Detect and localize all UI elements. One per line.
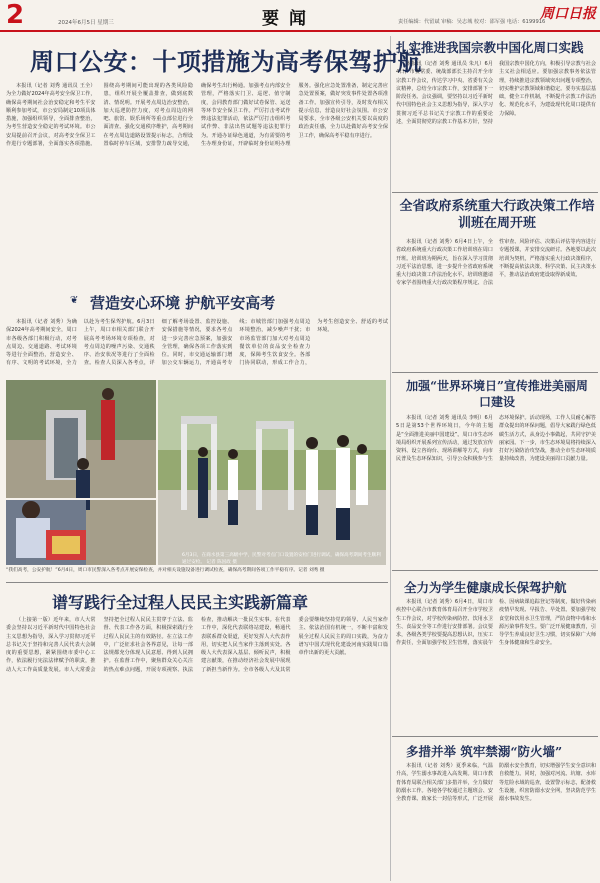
section-divider <box>392 372 598 373</box>
article-environment-body <box>396 414 596 566</box>
headline-drowning: 多措并举 筑牢禁溺“防火墙” <box>406 744 563 759</box>
article-paragraph: 本报讯（记者 刘秀 通讯员 王全）为全力做好2024年高考安全保卫工作，确保高考期间社会治安稳定和考生平安顺利参加考试，市公安局制定10项具体措施，加强组织领导，全面排查整治，为考生营造安全稳定的考试环境。市公安局提前召开会议，对高考安全保卫工作进行专题部署，全面落实各项措施。围绕高考期间可能出现的各类风险隐患，组织开展全覆盖排查，做到底数清、情况明。开展考点周边治安整治，加大巡逻防控力度，对考点周边的网吧、旅馆、娱乐场所等重点部位进行全面清查。强化交通秩序维护，高考期间在考点周边道路设置提示标志，合理设置临时停车区域，安排警力疏导交通，确保考生出行畅通。加强考点内部安全管理，严格落实门卫、巡逻、值守制度，会同教育部门做好试卷保管、运送等环节安全保卫工作。严厉打击考试作弊违法犯罪活动，依法严厉打击组织考试作弊、非法出售试题等违法犯罪行为。开通办证绿色通道，为有需要的考生办理身份证，开辟临时身份证明办理服务。强化应急处置准备，制定完善应急处置预案，做好突发事件处置各项准备工作。加强宣传引导，及时发布相关提示信息，营造良好社会氛围。市公安局要求，全市各级公安机关要以高度的政治责任感，全力以赴做好高考安全保卫工作，确保高考平稳有序进行。 <box>6 83 388 148</box>
article-paragraph: （上接第一版）近年来，市人大常委会坚持以习近平新时代中国特色社会主义思想为指导，深入学习贯彻习近平总书记关于坚持和完善人民代表大会制度的重要思想，紧紧围绕市委中心工作，依法履行宪法法律赋予的职责，推动人大工作高质量发展。市人大常委会坚持把全过程人民民主贯穿于立法、监督、代表工作各方面，积极探索践行全过程人民民主的有效路径。在立法工作中，广泛征求社会各界意见，让每一部法规都充分体现人民意愿、得到人民拥护。在监督工作中，聚焦群众关心关注的热点难点问题，开展专项视察、执法检查，推动解决一批民生实事。在代表工作中，深化代表联络站建设，畅通代表联系群众渠道，更好发挥人大代表作用，切实把人民当家作主落到实处。各级人大代表深入基层、倾听民声，积极建言献策，在推动经济社会发展中展现了新担当新作为。全市各级人大及其常委会要继续坚持党的领导、人民当家作主、依法治国有机统一，不断丰富和发展全过程人民民主的周口实践，为奋力谱写中国式现代化建设河南实践周口篇章作出新的更大贡献。 <box>6 617 388 673</box>
issue-date: 2024年6月5日 星期三 <box>58 20 114 26</box>
page-number: 2 <box>6 0 25 30</box>
headline-health: 全力为学生健康成长保驾护航 <box>404 580 567 595</box>
column-divider <box>390 36 391 881</box>
photo-illustration <box>6 380 386 565</box>
article-paragraph: 本报讯（记者 刘秀）夏季来临，气温升高，学生溺水事故进入高发期。周口市教育体育局联合相关部门多措并举，全力做好防溺水工作。各地各学校通过主题班会、安全教育课、致家长一封信等形式，广泛开展防溺水安全教育，切实增强学生安全意识和自救能力。同时，加强对河流、坑塘、水库等危险水域的巡查，设置警示标志，配备救生设施，织密防溺水安全网，坚决防范学生溺水事故发生。 <box>396 763 596 803</box>
article-safety-body <box>6 318 388 376</box>
article-paragraph: 本报讯（记者 刘秀 通讯员 李明）6月5日是第53个世界环境日，今年的主题是“全面推进美丽中国建设”。周口市生态环境局组织开展系列宣传活动，通过发放宣传资料、设立咨询台、现场讲解等方式，向市民普及生态环保知识，引导公众积极参与生态环境保护。活动现场，工作人员耐心解答群众提出的环保问题，倡导大家践行绿色低碳生活方式，从身边小事做起，共同守护美丽家园。下一步，市生态环境局将持续深入打好污染防治攻坚战，推动全市生态环境质量持续改善，为建设美丽周口贡献力量。 <box>396 415 596 463</box>
headline-modernization: 扎实推进我国宗教中国化周口实践 <box>396 40 584 55</box>
article-paragraph: 本报讯（记者 刘秀 通讯员 朱凡）6月4日，市委常委、统战部部长主持召开全市宗教工作会议，传达学习中央、省委有关会议精神，总结全市宗教工作，安排部署下一阶段任务。会议强调，要坚持以习近平新时代中国特色社会主义思想为指导，深入学习贯彻习近平总书记关于宗教工作的重要论述，全面贯彻党的宗教工作基本方针，坚持我国宗教中国化方向，积极引导宗教与社会主义社会相适应。要加强宗教事务依法管理，持续推进宗教领域突出问题专项整治，切实维护宗教领域和谐稳定。要夯实基层基础，健全工作机制，不断提升宗教工作法治化、规范化水平，为建设现代化周口提供有力保障。 <box>396 61 596 126</box>
section-divider <box>392 192 598 193</box>
headline-practice: 谱写践行全过程人民民主实践新篇章 <box>52 593 309 612</box>
headline-training: 全省政府系统重大行政决策工作培训班在周开班 <box>399 199 595 231</box>
section-divider <box>392 736 598 737</box>
article-paragraph: 本报讯（记者 刘秀）6月4日上午，全省政府系统重大行政决策工作培训班在周口开班。培训班为期两天，旨在深入学习贯彻习近平法治思想，进一步提升全省政府系统重大行政决策工作法治化水平。培训班邀请专家学者围绕重大行政决策程序规定、合法性审查、风险评估、决策后评估等内容进行专题授课，并安排交流研讨。各地要以此次培训为契机，严格落实重大行政决策程序，不断提高依法决策、科学决策、民主决策水平，推动法治政府建设取得新成效。 <box>396 239 596 287</box>
editor-info: 责任编辑：代留斌 审稿：吴志城 校对：邵军强 电话：6199916 <box>398 19 546 25</box>
article-paragraph: 本报讯（记者 刘秀）6月4日，周口市疾控中心联合市教育体育局召开全市学校卫生工作会议，对学校传染病防控、饮用水卫生、食品安全等工作进行安排部署。会议要求，各级各类学校要提高思想认识，压实工作责任，全面加强学校卫生管理，落实晨午检、因病缺课追踪登记等制度，做好传染病疫情早发现、早报告、早处置。要加强学校食堂和饮用水卫生管理，严防食物中毒和水源污染事件发生。要广泛开展健康教育，引导学生养成良好卫生习惯，切实保障广大师生身体健康和生命安全。 <box>396 599 596 647</box>
article-health-body <box>396 598 596 732</box>
newspaper-logo: 周口日报 <box>540 6 596 22</box>
photo-credit: 6月3日，在商水县第三高级中学，民警对考点门口设置的安检门进行调试，确保高考期间考生顺利通过安检。 记者 陈国政 摄 <box>182 553 381 565</box>
section-title: 要闻 <box>262 9 316 29</box>
photo-caption: “我们高考，公安护航！”6月4日，周口市民警深入各考点开展安保检查，并对相关设施设备进行调试检查，确保高考期间各项工作平稳有序。记者 刘秀 摄 <box>6 568 325 573</box>
headline-safety: 营造安心环境 护航平安高考 <box>90 294 276 312</box>
section-divider <box>6 582 388 583</box>
article-practice-body <box>6 616 388 878</box>
leaf-ornament-icon: ❦ <box>70 295 79 306</box>
article-modernization-body <box>396 60 596 190</box>
headline-main: 周口公安：十项措施为高考保驾护航 <box>30 47 422 76</box>
news-photo <box>6 380 386 565</box>
page-header <box>0 0 600 32</box>
headline-environment: 加强“世界环境日”宣传推进美丽周口建设 <box>406 379 588 409</box>
section-divider <box>392 570 598 571</box>
article-training-body <box>396 238 596 370</box>
article-paragraph: 本报讯（记者 刘秀）为确保2024年高考期间安全，周口市各级各部门积极行动，对考点周边、交通道路、考试环境等进行全面整治，营造安全、有序、文明的考试环境，全力以赴为考生保驾护航。6月3日上午，周口市相关部门联合开展高考考场环境专项检查，对考点周边的噪声污染、交通秩序、治安状况等进行了全面检查。检查人员深入各考点，详细了解考场设置、监控设施、安保措施等情况，要求各考点进一步完善应急预案，加强安全管理，确保各项工作落实到位。同时，市交通运输部门增加公交车辆运力，开通高考专线；市城管部门加强考点周边环境整治，减少噪声干扰；市市场监管部门加大对考点周边餐饮单位的食品安全检查力度，保障考生饮食安全。各部门协同联动，形成工作合力，为考生创造安全、舒适的考试环境。 <box>6 319 388 367</box>
article-drowning-body <box>396 762 596 878</box>
article-main-body <box>6 82 388 274</box>
